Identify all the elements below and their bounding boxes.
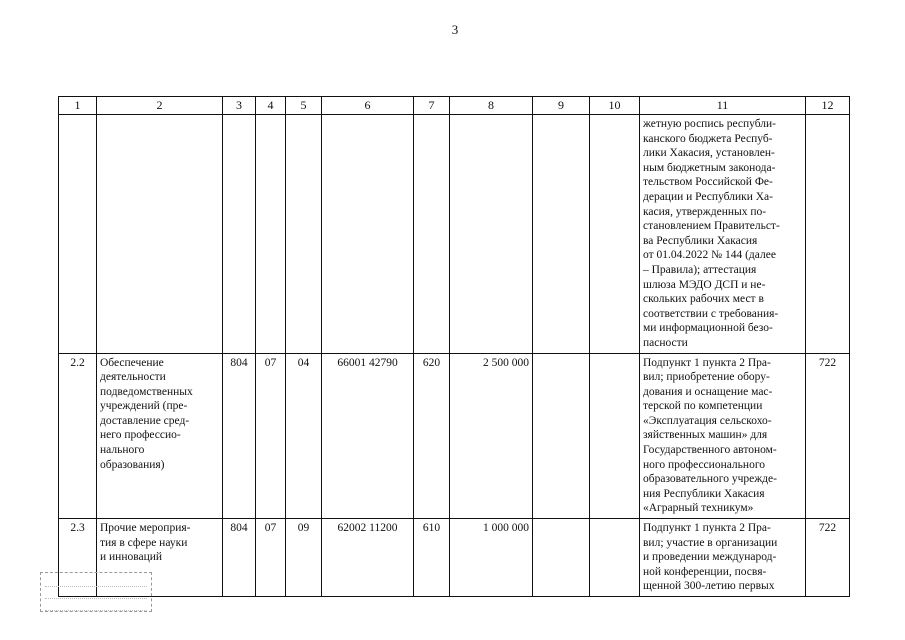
cell-code: 804 xyxy=(223,353,256,519)
faded-stamp xyxy=(40,572,152,612)
cell-col10 xyxy=(590,519,640,597)
cell-col9 xyxy=(533,115,590,354)
cell-target-article xyxy=(322,115,414,354)
stamp-line xyxy=(45,575,147,587)
column-header: 3 xyxy=(223,97,256,115)
cell-name-text: Обеспечение деятельности подведомственных учреждений (пре- доставление сред- него профессио- нального образования) xyxy=(100,356,193,471)
cell-code xyxy=(223,115,256,354)
cell-subsection xyxy=(286,115,322,354)
cell-col10 xyxy=(590,353,640,519)
cell-col10 xyxy=(590,115,640,354)
column-header: 4 xyxy=(256,97,286,115)
column-header: 7 xyxy=(414,97,450,115)
cell-basis xyxy=(640,519,806,597)
cell-section xyxy=(256,115,286,354)
table-row xyxy=(59,115,850,354)
budget-table xyxy=(58,96,850,597)
column-header: 12 xyxy=(806,97,850,115)
cell-amount: 1 000 000 xyxy=(450,519,533,597)
cell-name xyxy=(97,353,223,519)
cell-code-12: 722 xyxy=(806,519,850,597)
column-header: 6 xyxy=(322,97,414,115)
column-header: 8 xyxy=(450,97,533,115)
cell-number: 2.2 xyxy=(59,353,97,519)
cell-section: 07 xyxy=(256,519,286,597)
cell-basis xyxy=(640,115,806,354)
column-header: 1 xyxy=(59,97,97,115)
cell-code-12 xyxy=(806,115,850,354)
table-row xyxy=(59,353,850,519)
column-header: 10 xyxy=(590,97,640,115)
cell-expense-type: 610 xyxy=(414,519,450,597)
column-header: 5 xyxy=(286,97,322,115)
cell-number: 2.3 xyxy=(59,519,97,597)
cell-number xyxy=(59,115,97,354)
cell-basis xyxy=(640,353,806,519)
page-number: 3 xyxy=(451,22,459,37)
table-header-row xyxy=(59,97,850,115)
cell-code-12: 722 xyxy=(806,353,850,519)
cell-basis-text: жетную роспись республи- канского бюджета Респуб- лики Хакасия, установлен- ным бюджетным законода- тельством Российской Фе- дерации и Республики Ха- касия, утвержденных по- становлением Правительст- ва Республики Хакасия от 01.04.2022 № 144 (далее – Правила); аттестация шлюза МЭДО ДСП и не- скольких рабочих мест в соответствии с требования- ми информационной безо- пасности xyxy=(643,118,780,349)
cell-subsection: 09 xyxy=(286,519,322,597)
cell-expense-type xyxy=(414,115,450,354)
stamp-line xyxy=(45,587,147,599)
cell-amount xyxy=(450,115,533,354)
table-row xyxy=(59,519,850,597)
cell-subsection: 04 xyxy=(286,353,322,519)
column-header: 2 xyxy=(97,97,223,115)
cell-section: 07 xyxy=(256,353,286,519)
cell-basis-text: Подпункт 1 пункта 2 Пра- вил; приобретение обору- дования и оснащение мас- терской по компетенции «Эксплуатация сельскохо- зяйственных машин» для Государственного автоном- ного профессионального образовательного учрежде- ния Республики Хакасия «Аграрный техникум» xyxy=(643,356,777,515)
cell-name-text: Прочие мероприя- тия в сфере науки и инноваций xyxy=(100,522,191,564)
cell-col9 xyxy=(533,519,590,597)
column-header: 9 xyxy=(533,97,590,115)
cell-expense-type: 620 xyxy=(414,353,450,519)
column-header: 11 xyxy=(640,97,806,115)
cell-basis-text: Подпункт 1 пункта 2 Пра- вил; участие в организации и проведении международ- ной конференции, посвя- щенной 300-летию первых xyxy=(643,522,778,593)
stamp-line xyxy=(45,599,147,611)
cell-amount: 2 500 000 xyxy=(450,353,533,519)
cell-target-article: 62002 11200 xyxy=(322,519,414,597)
cell-name xyxy=(97,115,223,354)
cell-col9 xyxy=(533,353,590,519)
cell-code: 804 xyxy=(223,519,256,597)
cell-target-article: 66001 42790 xyxy=(322,353,414,519)
